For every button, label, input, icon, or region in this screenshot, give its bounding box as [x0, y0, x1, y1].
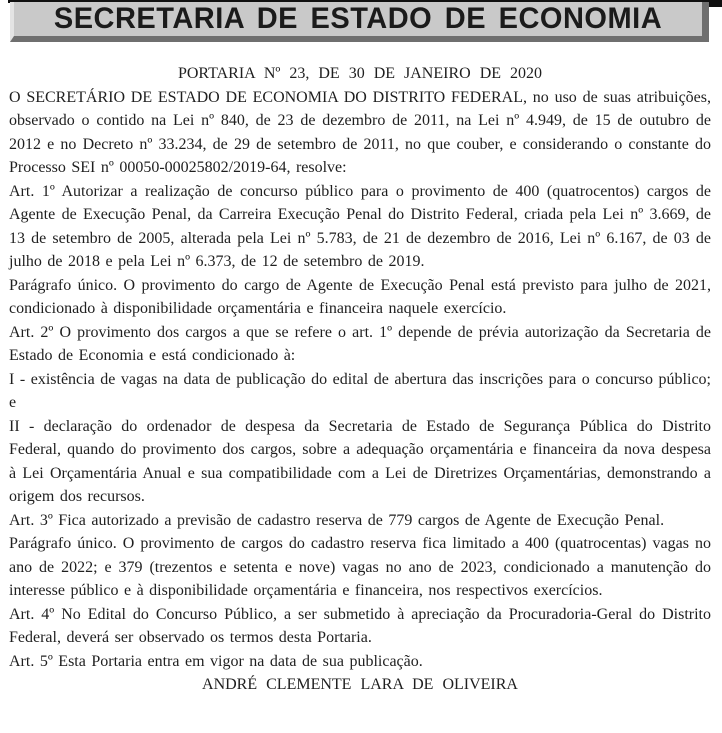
paragraph-art-2: Art. 2º O provimento dos cargos a que se refere o art. 1º depende de prévia autorização da Secretaria de Estado de Economia e está condicionado à: — [9, 323, 711, 364]
section-header-title: SECRETARIA DE ESTADO DE ECONOMIA — [53, 2, 663, 35]
signature-name: ANDRÉ CLEMENTE LARA DE OLIVEIRA — [202, 676, 518, 693]
portaria-heading: PORTARIA Nº 23, DE 30 DE JANEIRO DE 2020 — [177, 65, 543, 82]
paragraph-inciso-ii: II - declaração do ordenador de despesa da Secretaria de Estado de Segurança Pública do Distrito Federal, quando do provimento dos cargos, sobre a adequação orçamentária e financeira da nova despesa à Lei Orçamentária Anual e sua compatibilidade com a Lei de Diretrizes Orçamentárias, demonstrando a origem dos recursos. — [9, 417, 711, 505]
paragraph-inciso-i: I - existência de vagas na data de publicação do edital de abertura das inscrições para o concurso público; e — [9, 370, 711, 411]
paragraph-art-5: Art. 5º Esta Portaria entra em vigor na data de sua publicação. — [9, 652, 423, 670]
page-top-rule-corner — [707, 0, 722, 7]
paragraph-art-4: Art. 4º No Edital do Concurso Público, a ser submetido à apreciação da Procuradoria-Geral do Distrito Federal, deverá ser observado os termos desta Portaria. — [9, 605, 711, 646]
paragraph-unico-art-1: Parágrafo único. O provimento do cargo de Agente de Execução Penal está previsto para julho de 2021, condicionado à disponibilidade orçamentária e financeira naquele exercício. — [9, 276, 711, 317]
section-header-banner — [10, 2, 709, 42]
paragraph-preamble: O SECRETÁRIO DE ESTADO DE ECONOMIA DO DISTRITO FEDERAL, no uso de suas atribuições, observado o contido na Lei nº 840, de 23 de dezembro de 2011, na Lei nº 4.949, de 15 de outubro de 2012 e no Decreto nº 33.234, de 29 de setembro de 2011, no que couber, e considerando o constante do Processo SEI nº 00050-00025802/2019-64, resolve: — [9, 88, 711, 176]
portaria-document — [9, 62, 711, 697]
paragraph-art-1: Art. 1º Autorizar a realização de concurso público para o provimento de 400 (quatrocentos) cargos de Agente de Execução Penal, da Carreira Execução Penal do Distrito Federal, criada pela Lei nº 3.669, de 13 de setembro de 2005, alterada pela Lei nº 5.783, de 21 de dezembro de 2016, Lei nº 6.167, de 03 de julho de 2018 e pela Lei nº 6.373, de 12 de setembro de 2019. — [9, 182, 711, 270]
paragraph-art-3: Art. 3º Fica autorizado a previsão de cadastro reserva de 779 cargos de Agente de Execução Penal. — [9, 511, 665, 529]
paragraph-unico-art-3: Parágrafo único. O provimento de cargos do cadastro reserva fica limitado a 400 (quatrocentas) vagas no ano de 2022; e 379 (trezentos e setenta e nove) vagas no ano de 2023, condicionado a manutenção do interesse público e à disponibilidade orçamentária e financeira, nos respectivos exercícios. — [9, 535, 711, 599]
